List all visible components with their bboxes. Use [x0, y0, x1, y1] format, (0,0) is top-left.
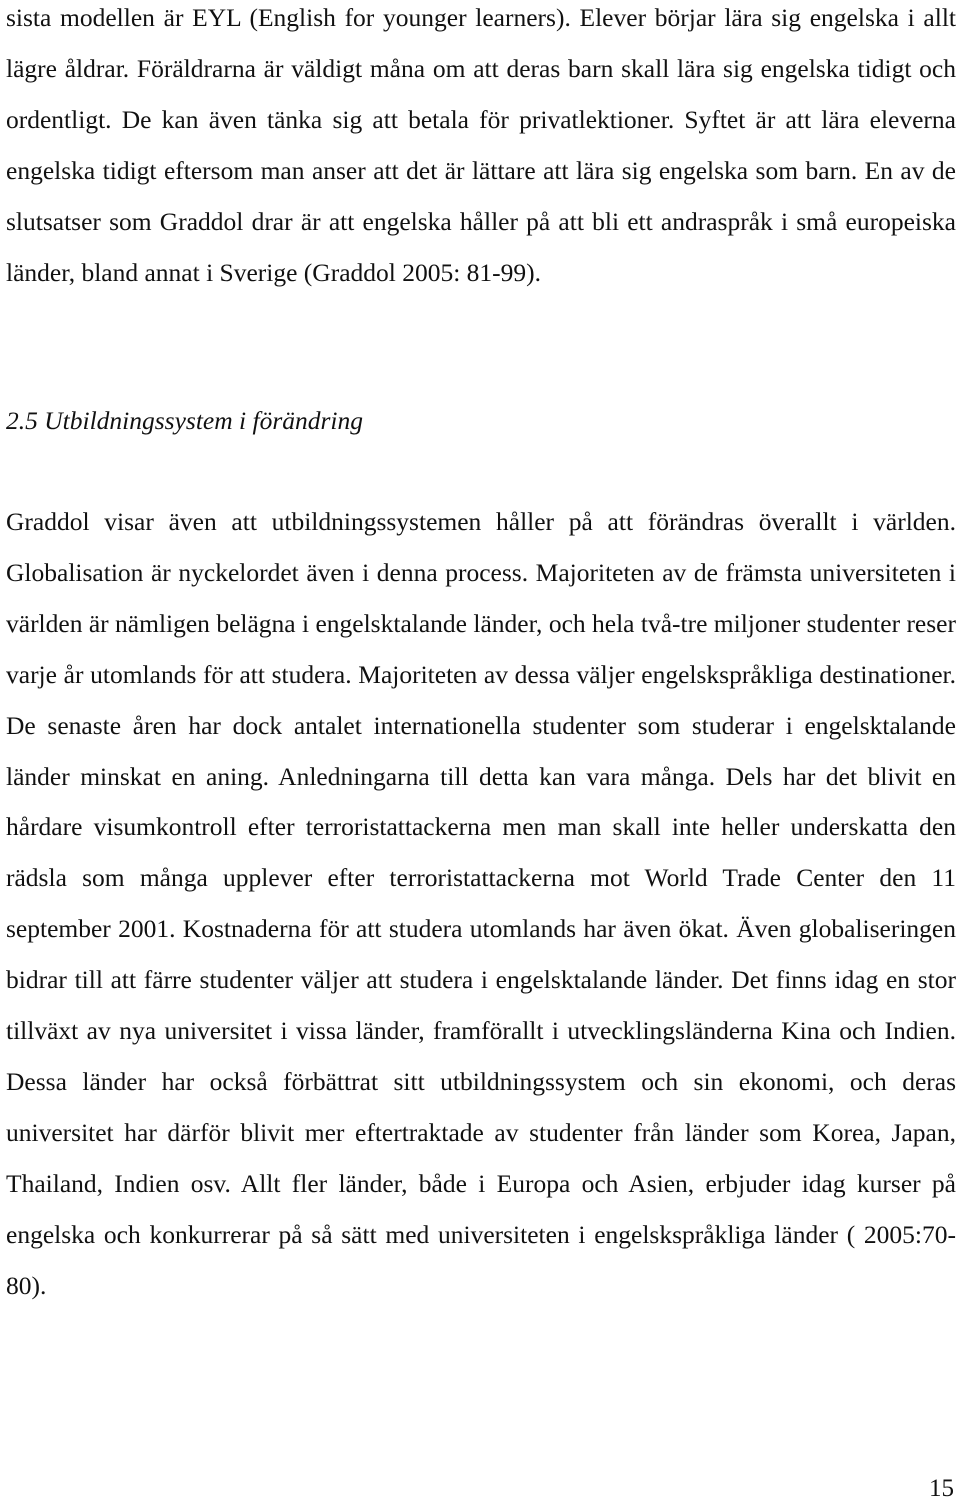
page-number: 15 — [929, 1475, 954, 1502]
body-paragraph-1: sista modellen är EYL (English for younger learners). Elever börjar lära sig engelska i allt lägre åldrar. Föräldrarna är väldigt måna om att deras barn skall lära sig engelska tidigt och ordentligt. De kan även tänka sig att betala för privatlektioner. Syftet är att lära eleverna engelska tidigt eftersom man anser att det är lättare att lära sig engelska som barn. En av de slutsatser som Graddol drar är att engelska håller på att bli ett andraspråk i små europeiska länder, bland annat i Sverige (Graddol 2005: 81-99). — [6, 3, 956, 287]
section-heading: 2.5 Utbildningssystem i förändring — [6, 406, 364, 435]
body-paragraph-2: Graddol visar även att utbildningssystemen håller på att förändras överallt i världen. Globalisation är nyckelordet även i denna process. Majoriteten av de främsta universiteten i världen är nämligen belägna i engelsktalande länder, och hela två-tre miljoner studenter reser varje år utomlands för att studera. Majoriteten av dessa väljer engelskspråkliga destinationer. De senaste åren har dock antalet internationella studenter som studerar i engelsktalande länder minskat en aning. Anledningarna till detta kan vara många. Dels har det blivit en hårdare visumkontroll efter terroristattackerna men man skall inte heller underskatta den rädsla som många upplever efter terroristattackerna mot World Trade Center den 11 september 2001. Kostnaderna för att studera utomlands har även ökat. Även globaliseringen bidrar till att färre studenter väljer att studera i engelsktalande länder. Det finns idag en stor tillväxt av nya universitet i vissa länder, framförallt i utvecklingsländerna Kina och Indien. Dessa länder har också förbättrat sitt utbildningssystem och sin ekonomi, och deras universitet har därför blivit mer eftertraktade av studenter från länder som Korea, Japan, Thailand, Indien osv. Allt fler länder, både i Europa och Asien, erbjuder idag kurser på engelska och konkurrerar på så sätt med universiteten i engelskspråkliga länder ( 2005:70-80). — [6, 507, 956, 1300]
